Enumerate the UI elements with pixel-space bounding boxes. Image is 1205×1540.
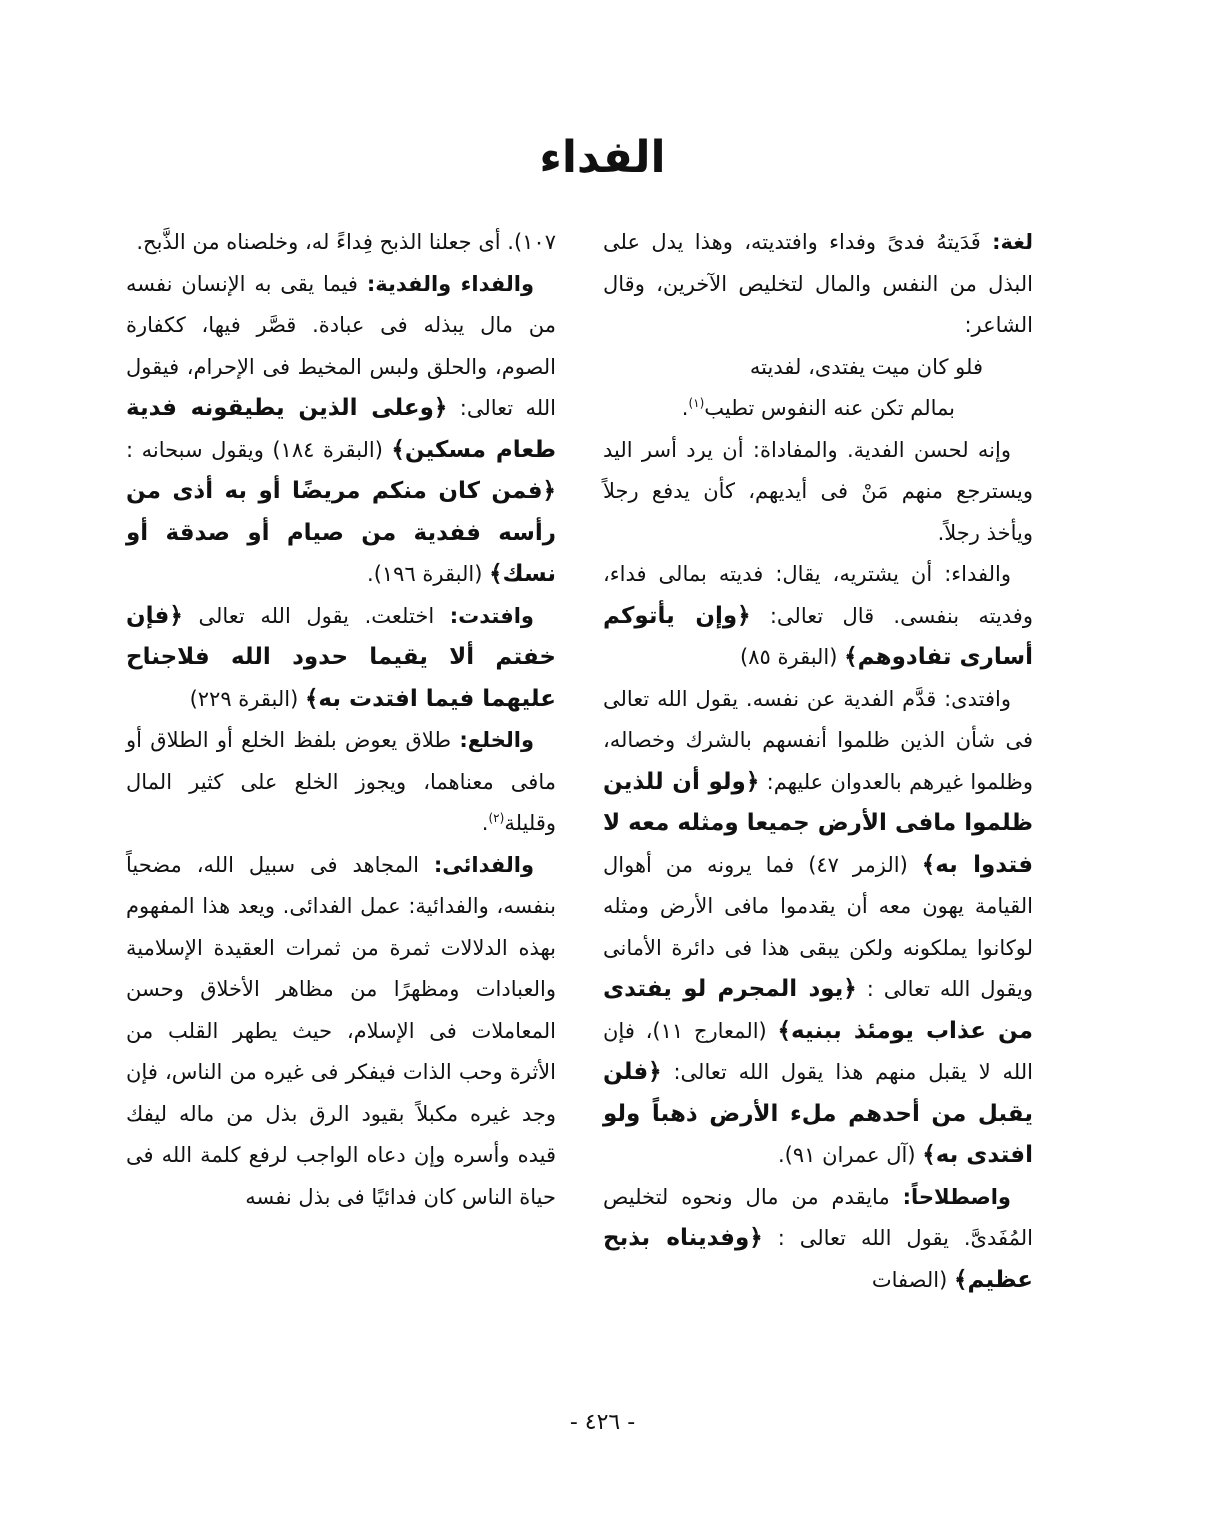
paragraph-iftadat xyxy=(126,596,556,721)
term-khul: والخلع: xyxy=(459,728,534,752)
paragraph-text: فما يرونه من أهوال القيامة يهون معه أن يقدموا مافى الأرض ومثله لوكانوا يملكونه ولكن يبقى هذا فى دائرة الأمانى ويقول الله تعالى : xyxy=(603,852,1033,1001)
paragraph-iftada xyxy=(603,679,1033,1177)
poem-line-2-end: . xyxy=(681,396,689,420)
paragraph-text: فَدَيتهُ فدىً وفداء وافتديته، وهذا يدل على البذل من النفس والمال لتخليص الآخرين، وقال الشاعر: xyxy=(603,230,1033,337)
paragraph-mufada: وإنه لحسن الفدية. والمفاداة: أن يرد أسر اليد ويسترجع منهم مَنْ فى أيديهم، كأن يدفع رجلاً ويأخذ رجلاً. xyxy=(603,437,1033,545)
right-column xyxy=(603,222,1033,1301)
quran-verse: ﴿فإن خفتم ألا يقيما حدود الله فلاجناح عليهما فيما افتدت به﴾ xyxy=(126,602,556,712)
quran-verse: ﴿يود المجرم لو يفتدى من عذاب يومئذ ببنيه﴾ xyxy=(603,976,1033,1044)
term-fidai: والفدائى: xyxy=(433,852,534,877)
verse-reference: (البقرة ١٨٤) ويقول سبحانه : xyxy=(126,437,392,462)
paragraph-text: والفداء: أن يشتريه، يقال: فديته بمالى فداء، وفديته بنفسى. قال تعالى: xyxy=(603,562,1033,628)
quran-verse: ﴿وفديناه بذبح عظيم﴾ xyxy=(603,1225,1033,1293)
poem-line-1: فلو كان ميت يفتدى، لفديته xyxy=(749,354,983,379)
paragraph-continuation: ١٠٧). أى جعلنا الذبح فِداءً له، وخلصناه من الذَّبح. xyxy=(136,230,556,254)
page-number: - ٤٢٦ - xyxy=(569,1410,636,1435)
term-iftadat: وافتدت: xyxy=(449,603,534,628)
page-title: الفداء xyxy=(539,132,666,183)
quran-verse: ﴿وعلى الذين يطيقونه فدية طعام مسكين﴾ xyxy=(126,395,557,463)
verse-reference: (المعارج ١١)، فإن الله لا يقبل منهم هذا يقول الله تعالى: xyxy=(603,1018,1033,1084)
paragraph-text: فيما يقى به الإنسان نفسه من مال يبذله فى عبادة. قصَّر فيها، ككفارة الصوم، والحلق ولبس المخيط فى الإحرام، فيقول الله تعالى: xyxy=(126,271,556,420)
verse-reference: (آل عمران ٩١). xyxy=(777,1143,923,1167)
paragraph-fidaa xyxy=(603,554,1033,679)
poem-line-2 xyxy=(603,388,1033,430)
verse-reference: (البقرة ٢٢٩) xyxy=(189,686,305,711)
paragraph-fidya xyxy=(126,264,556,596)
paragraph-text: المجاهد فى سبيل الله، مضحياً بنفسه، والفدائية: عمل الفدائى. ويعد هذا المفهوم بهذه الدلالات ثمرة من ثمرات العقيدة الإسلامية والعبادات ومظهرًا من مظاهر الأخلاق وحسن المعاملات فى الإسلام، حيث يطهر القلب من الأثرة وحب الذات فيفكر فى غيره من الناس، فإن وجد غيره مكبلاً بقيود الرق بذل من ماله ليفك قيده وأسره وإن دعاه الواجب لرفع كلمة الله فى حياة الناس كان فدائيًا فى بذل نفسه xyxy=(126,852,556,1209)
quran-verse: ﴿وإن يأتوكم أسارى تفادوهم﴾ xyxy=(603,602,1033,670)
paragraph-khul xyxy=(126,720,556,845)
paragraph-end: . xyxy=(481,811,489,835)
quran-verse: ﴿ولو أن للذين ظلموا مافى الأرض جميعا ومثله معه لا فتدوا به﴾ xyxy=(603,768,1034,878)
quran-verse: ﴿فمن كان منكم مريضًا أو به أذى من رأسه ففدية من صيام أو صدقة أو نسك﴾ xyxy=(126,478,556,587)
term-fidya: والفداء والفدية: xyxy=(366,271,534,296)
paragraph-text: طلاق يعوض بلفظ الخلع أو الطلاق أو مافى معناهما، ويجوز الخلع على كثير المال وقليلة xyxy=(126,728,556,835)
paragraph-text: اختلعت. يقول الله تعالى xyxy=(182,603,450,628)
term-istilahan: واصطلاحاً: xyxy=(902,1184,1011,1209)
verse-reference: (البقرة ٨٥) xyxy=(740,645,845,669)
verse-reference: (الصفات xyxy=(871,1267,954,1292)
poem-line-2-text: بمالم تكن عنه النفوس تطيب xyxy=(704,396,955,420)
left-column xyxy=(126,222,556,1218)
paragraph-istilahan xyxy=(603,1177,1033,1302)
term-lugha: لغة: xyxy=(992,230,1033,254)
paragraph-text: وافتدى: قدَّم الفدية عن نفسه. يقول الله تعالى فى شأن الذين ظلموا أنفسهم بالشرك وخصاله، وظلموا غيرهم بالعدوان عليهم: xyxy=(603,686,1033,794)
paragraph-text: مايقدم من مال ونحوه لتخليص المُفَدىَّ. يقول الله تعالى : xyxy=(603,1184,1033,1250)
verse-reference: (البقرة ١٩٦). xyxy=(367,562,490,586)
footnote-marker-1: (١) xyxy=(688,396,705,410)
quran-verse: ﴿فلن يقبل من أحدهم ملء الأرض ذهباً ولو افتدى به﴾ xyxy=(603,1059,1033,1168)
paragraph-fidai xyxy=(126,845,556,1219)
verse-reference: (الزمر ٤٧) xyxy=(808,852,922,877)
paragraph-lugha xyxy=(603,222,1033,347)
footnote-marker-2: (٢) xyxy=(488,811,505,825)
